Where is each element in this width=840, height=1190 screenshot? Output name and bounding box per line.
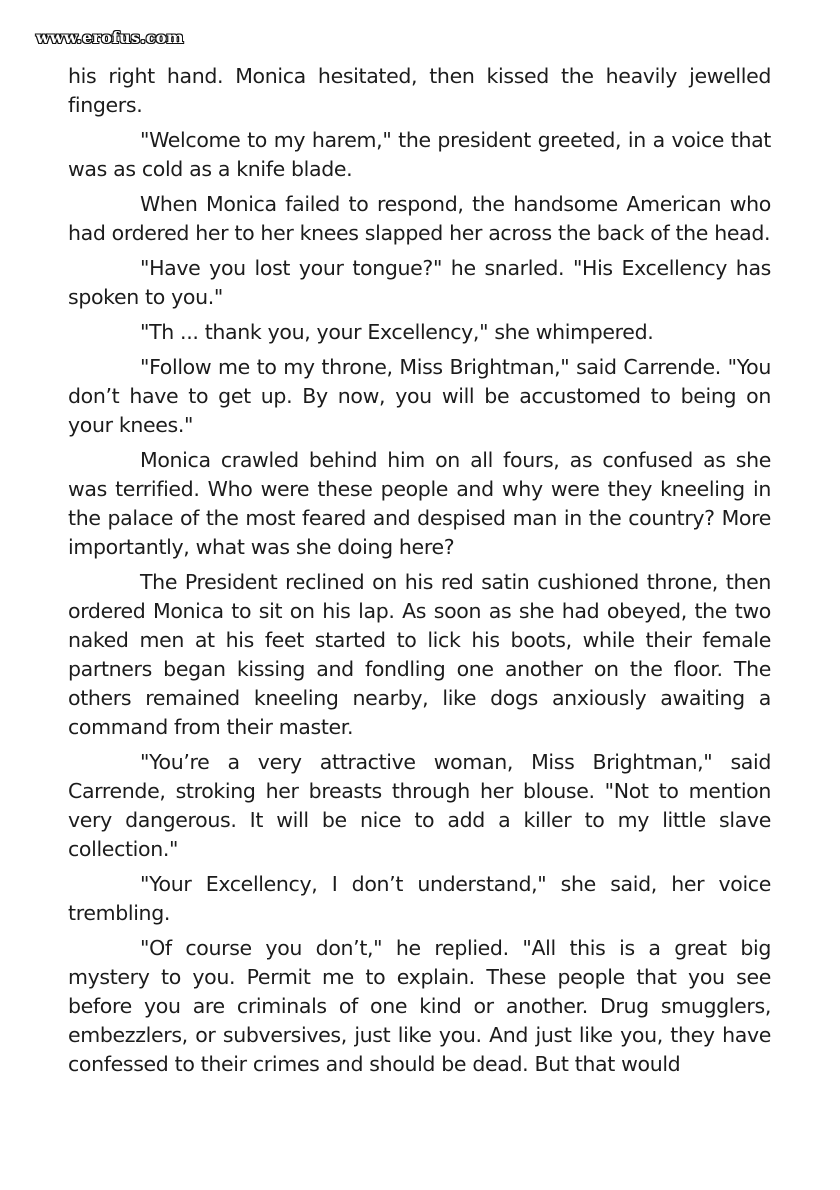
paragraph: The President reclined on his red satin cushioned throne, then ordered Monica to sit on his lap. As soon as she had obeyed, the two naked men at his feet started to lick his boots, while their female partners began kissing and fondling one another on the floor. The others remained kneeling nearby, like dogs anxiously awaiting a command from their master. <box>68 570 771 739</box>
paragraph: "Welcome to my harem," the president greeted, in a voice that was as cold as a knife blade. <box>68 128 771 181</box>
paragraph: his right hand. Monica hesitated, then kissed the heavily jewelled fingers. <box>68 64 771 117</box>
paragraph: "Your Excellency, I don’t understand," she said, her voice trembling. <box>68 872 771 925</box>
paragraph: "Follow me to my throne, Miss Brightman," said Carrende. "You don’t have to get up. By now, you will be accustomed to being on your knees." <box>68 355 771 437</box>
paragraph: "Of course you don’t," he replied. "All this is a great big mystery to you. Permit me to explain. These people that you see before you are criminals of one kind or another. Drug smugglers, embezzlers, or subversives, just like you. And just like you, they have confessed to their crimes and should be dead. But that would <box>68 936 771 1076</box>
paragraph: "Have you lost your tongue?" he snarled. "His Excellency has spoken to you." <box>68 256 771 309</box>
paragraph: "Th ... thank you, your Excellency," she whimpered. <box>140 320 654 344</box>
page-body-text <box>68 62 771 1085</box>
site-watermark: www.erofus.com <box>36 28 184 47</box>
paragraph: "You’re a very attractive woman, Miss Brightman," said Carrende, stroking her breasts through her blouse. "Not to mention very dangerous. It will be nice to add a killer to my little slave collection." <box>68 750 771 861</box>
paragraph: Monica crawled behind him on all fours, as confused as she was terrified. Who were these people and why were they kneeling in the palace of the most feared and despised man in the country? More importantly, what was she doing here? <box>68 448 771 559</box>
paragraph: When Monica failed to respond, the handsome American who had ordered her to her knees slapped her across the back of the head. <box>68 192 771 245</box>
